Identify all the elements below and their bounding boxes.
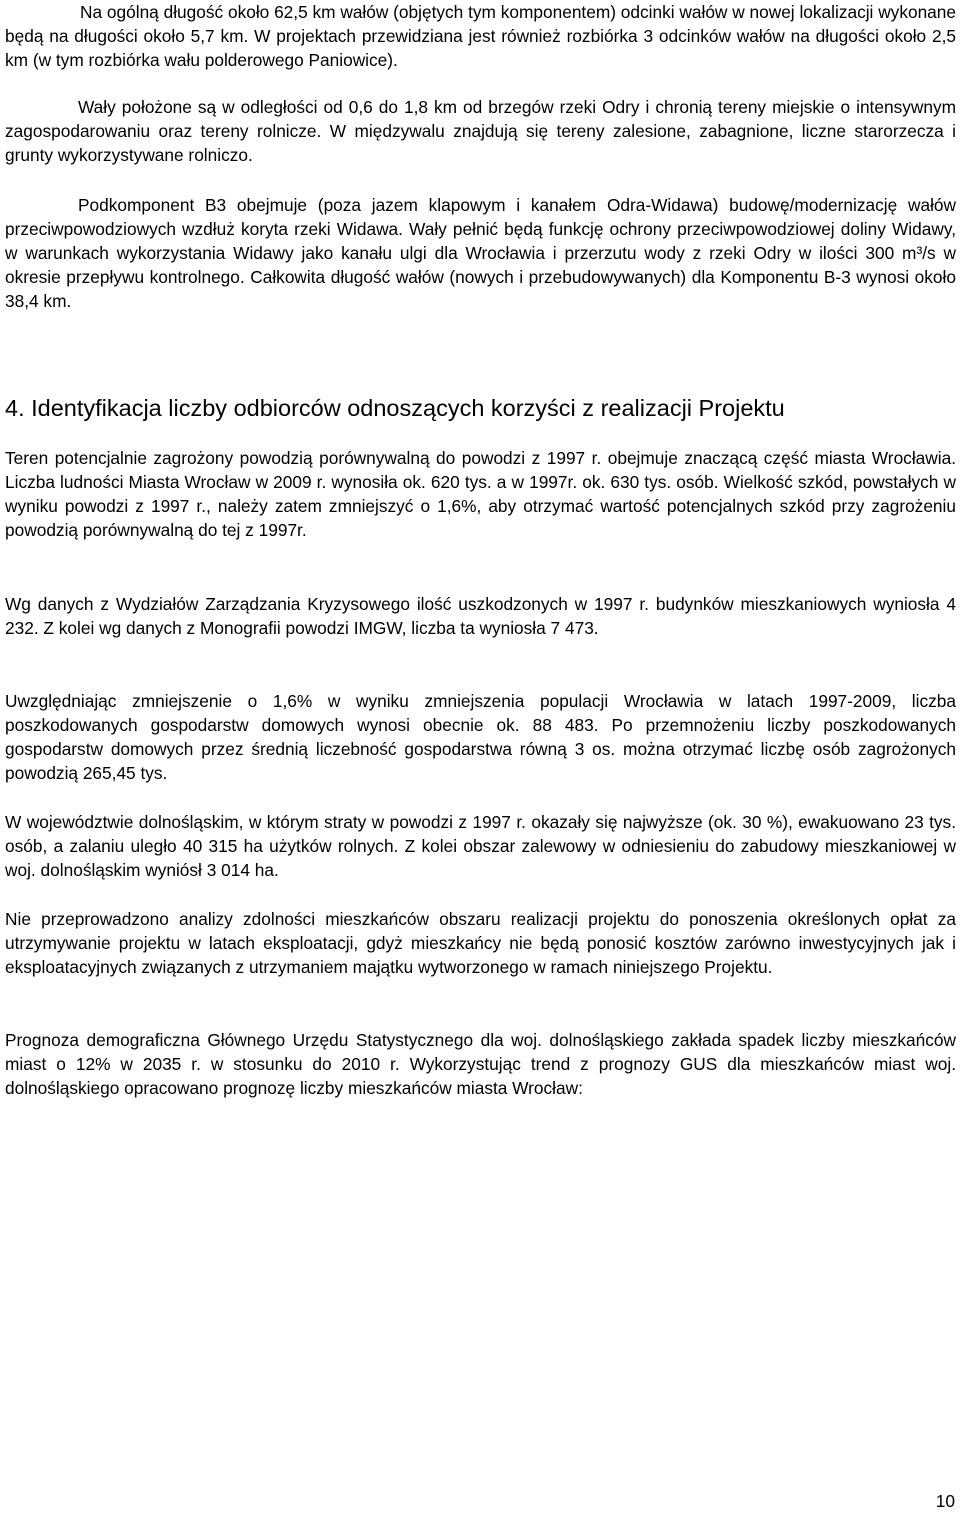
- paragraph-demographic-forecast: Prognoza demograficzna Głównego Urzędu Statystycznego dla woj. dolnośląskiego zakłada spadek liczby mieszkańców miast o 12% w 2035 r. w stosunku do 2010 r. Wykorzystując trend z prognozy GUS dla mieszkańców miast woj. dolnośląskiego opracowano prognozę liczby mieszkańców miasta Wrocław:: [5, 1030, 956, 1098]
- paragraph-subcomponent-b3: Podkomponent B3 obejmuje (poza jazem klapowym i kanałem Odra-Widawa) budowę/modernizację wałów przeciwpowodziowych wzdłuż koryta rzeki Widawa. Wały pełnić będą funkcję ochrony przeciwpowodziowej doliny Widawy, w warunkach wykorzystania Widawy jako kanału ulgi dla Wrocławia i przerzutu wody z rzeki Odry w ilości 300 m³/s w okresie przepływu kontrolnego. Całkowita długość wałów (nowych i przebudowywanych) dla Komponentu B-3 wynosi około 38,4 km.: [5, 195, 956, 311]
- section-heading: 4. Identyfikacja liczby odbiorców odnoszących korzyści z realizacji Projektu: [5, 395, 785, 421]
- paragraph-affected-households: Uwzględniając zmniejszenie o 1,6% w wyniku zmniejszenia populacji Wrocławia w latach 1997-2009, liczba poszkodowanych gospodarstw domowych wynosi obecnie ok. 88 483. Po przemnożeniu liczby poszkodowanych gospodarstw domowych przez średnią liczebność gospodarstwa równą 3 os. można otrzymać liczbę osób zagrożonych powodzią 265,45 tys.: [5, 691, 956, 783]
- paragraph-wall-lengths: Na ogólną długość około 62,5 km wałów (objętych tym komponentem) odcinki wałów w nowej lokalizacji wykonane będą na długości około 5,7 km. W projektach przewidziana jest również rozbiórka 3 odcinków wałów na długości około 2,5 km (w tym rozbiórka wału polderowego Paniowice).: [5, 2, 957, 70]
- paragraph-voivodeship-losses: W województwie dolnośląskim, w którym straty w powodzi z 1997 r. okazały się najwyższe (ok. 30 %), ewakuowano 23 tys. osób, a zalaniu uległo 40 315 ha użytków rolnych. Z kolei obszar zalewowy w odniesieniu do zabudowy mieszkaniowej w woj. dolnośląskim wyniósł 3 014 ha.: [5, 812, 956, 880]
- paragraph-threatened-area: Teren potencjalnie zagrożony powodzią porównywalną do powodzi z 1997 r. obejmuje znaczącą część miasta Wrocławia. Liczba ludności Miasta Wrocław w 2009 r. wynosiła ok. 620 tys. a w 1997r. ok. 630 tys. osób. Wielkość szkód, powstałych w wyniku powodzi z 1997 r., należy zatem zmniejszyć o 1,6%, aby otrzymać wartość potencjalnych szkód przy zagrożeniu powodzią porównywalną do tej z 1997r.: [5, 448, 956, 540]
- paragraph-damaged-buildings: Wg danych z Wydziałów Zarządzania Kryzysowego ilość uszkodzonych w 1997 r. budynków mieszkaniowych wyniosła 4 232. Z kolei wg danych z Monografii powodzi IMGW, liczba ta wyniosła 7 473.: [5, 594, 956, 638]
- page-number: 10: [935, 1491, 955, 1511]
- paragraph-wall-location: Wały położone są w odległości od 0,6 do 1,8 km od brzegów rzeki Odry i chronią tereny miejskie o intensywnym zagospodarowaniu oraz tereny rolnicze. W międzywalu znajdują się tereny zalesione, zabagnione, liczne starorzecza i grunty wykorzystywane rolniczo.: [5, 97, 956, 165]
- paragraph-affordability-analysis: Nie przeprowadzono analizy zdolności mieszkańców obszaru realizacji projektu do ponoszenia określonych opłat za utrzymywanie projektu w latach eksploatacji, gdyż mieszkańcy nie będą ponosić kosztów zarówno inwestycyjnych jak i eksploatacyjnych związanych z utrzymaniem majątku wytworzonego w ramach niniejszego Projektu.: [5, 909, 956, 977]
